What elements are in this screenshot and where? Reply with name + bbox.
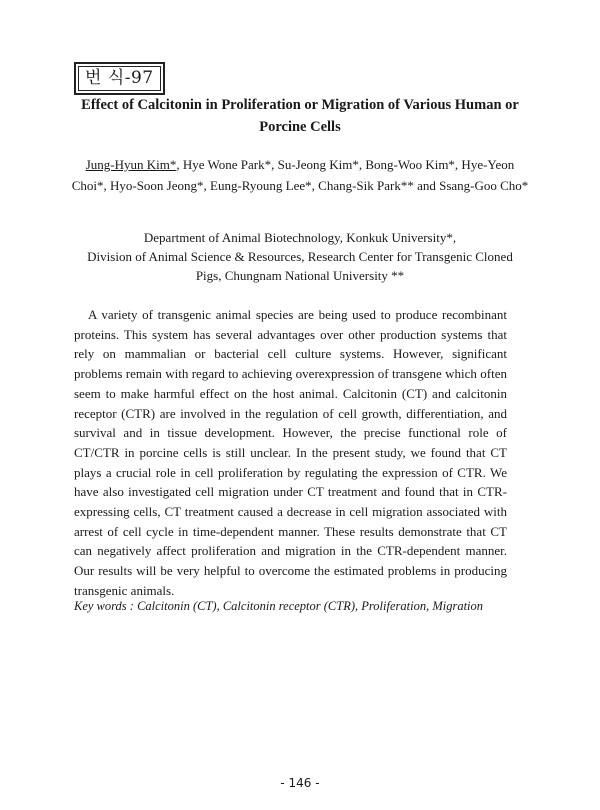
session-badge-label: 번 식-97 [78, 66, 161, 91]
affiliation-line3: Pigs, Chungnam National University ** [195, 268, 405, 283]
presenting-author: Jung-Hyun Kim* [85, 157, 177, 172]
keywords: Key words : Calcitonin (CT), Calcitonin receptor (CTR), Proliferation, Migration [74, 599, 484, 613]
abstract-text: A variety of transgenic animal species are being used to produce recombinant proteins. This system has several advantages over other production systems that rely on mammalian or bacterial cell culture systems. However, significant problems remain with regard to achieving overexpression of transgene which often seem to make harmful effect on the host animal. Calcitonin (CT) and calcitonin receptor (CTR) are involved in the regulation of cell growth, differentiation, and survival and in tissue development. However, the precise functional role of CT/CTR in porcine cells is still unclear. In the present study, we found that CT plays a crucial role in cell proliferation by regulating the expression of CTR. We have also investigated cell migration under CT treatment and found that in CTR-expressing cells, CT treatment caused a decrease in cell migration associated with arrest of cell cycle in time-dependent manner. These results demonstrate that CT can negatively affect proliferation and migration in the CTR-dependent manner. Our results will be very helpful to overcome the estimated problems in producing transgenic animals. [74, 307, 507, 598]
affiliations [60, 228, 540, 285]
page-number: - 146 - [280, 776, 320, 790]
author-list [70, 154, 530, 196]
paper-title [60, 94, 540, 138]
affiliation-line1: Department of Animal Biotechnology, Konkuk University*, [143, 230, 457, 245]
co-authors: , Hye Wone Park*, Su-Jeong Kim*, Bong-Woo Kim*, Hye-Yeon Choi*, Hyo-Soon Jeong*, Eung-Ryoung Lee*, Chang-Sik Park** and Ssang-Goo Cho* [71, 157, 529, 193]
affiliation-line2: Division of Animal Science & Resources, Research Center for Transgenic Cloned [87, 249, 513, 264]
paper-title-line2: Porcine Cells [259, 119, 341, 135]
session-badge [74, 62, 165, 95]
paper-title-line1: Effect of Calcitonin in Proliferation or Migration of Various Human or [81, 97, 519, 113]
